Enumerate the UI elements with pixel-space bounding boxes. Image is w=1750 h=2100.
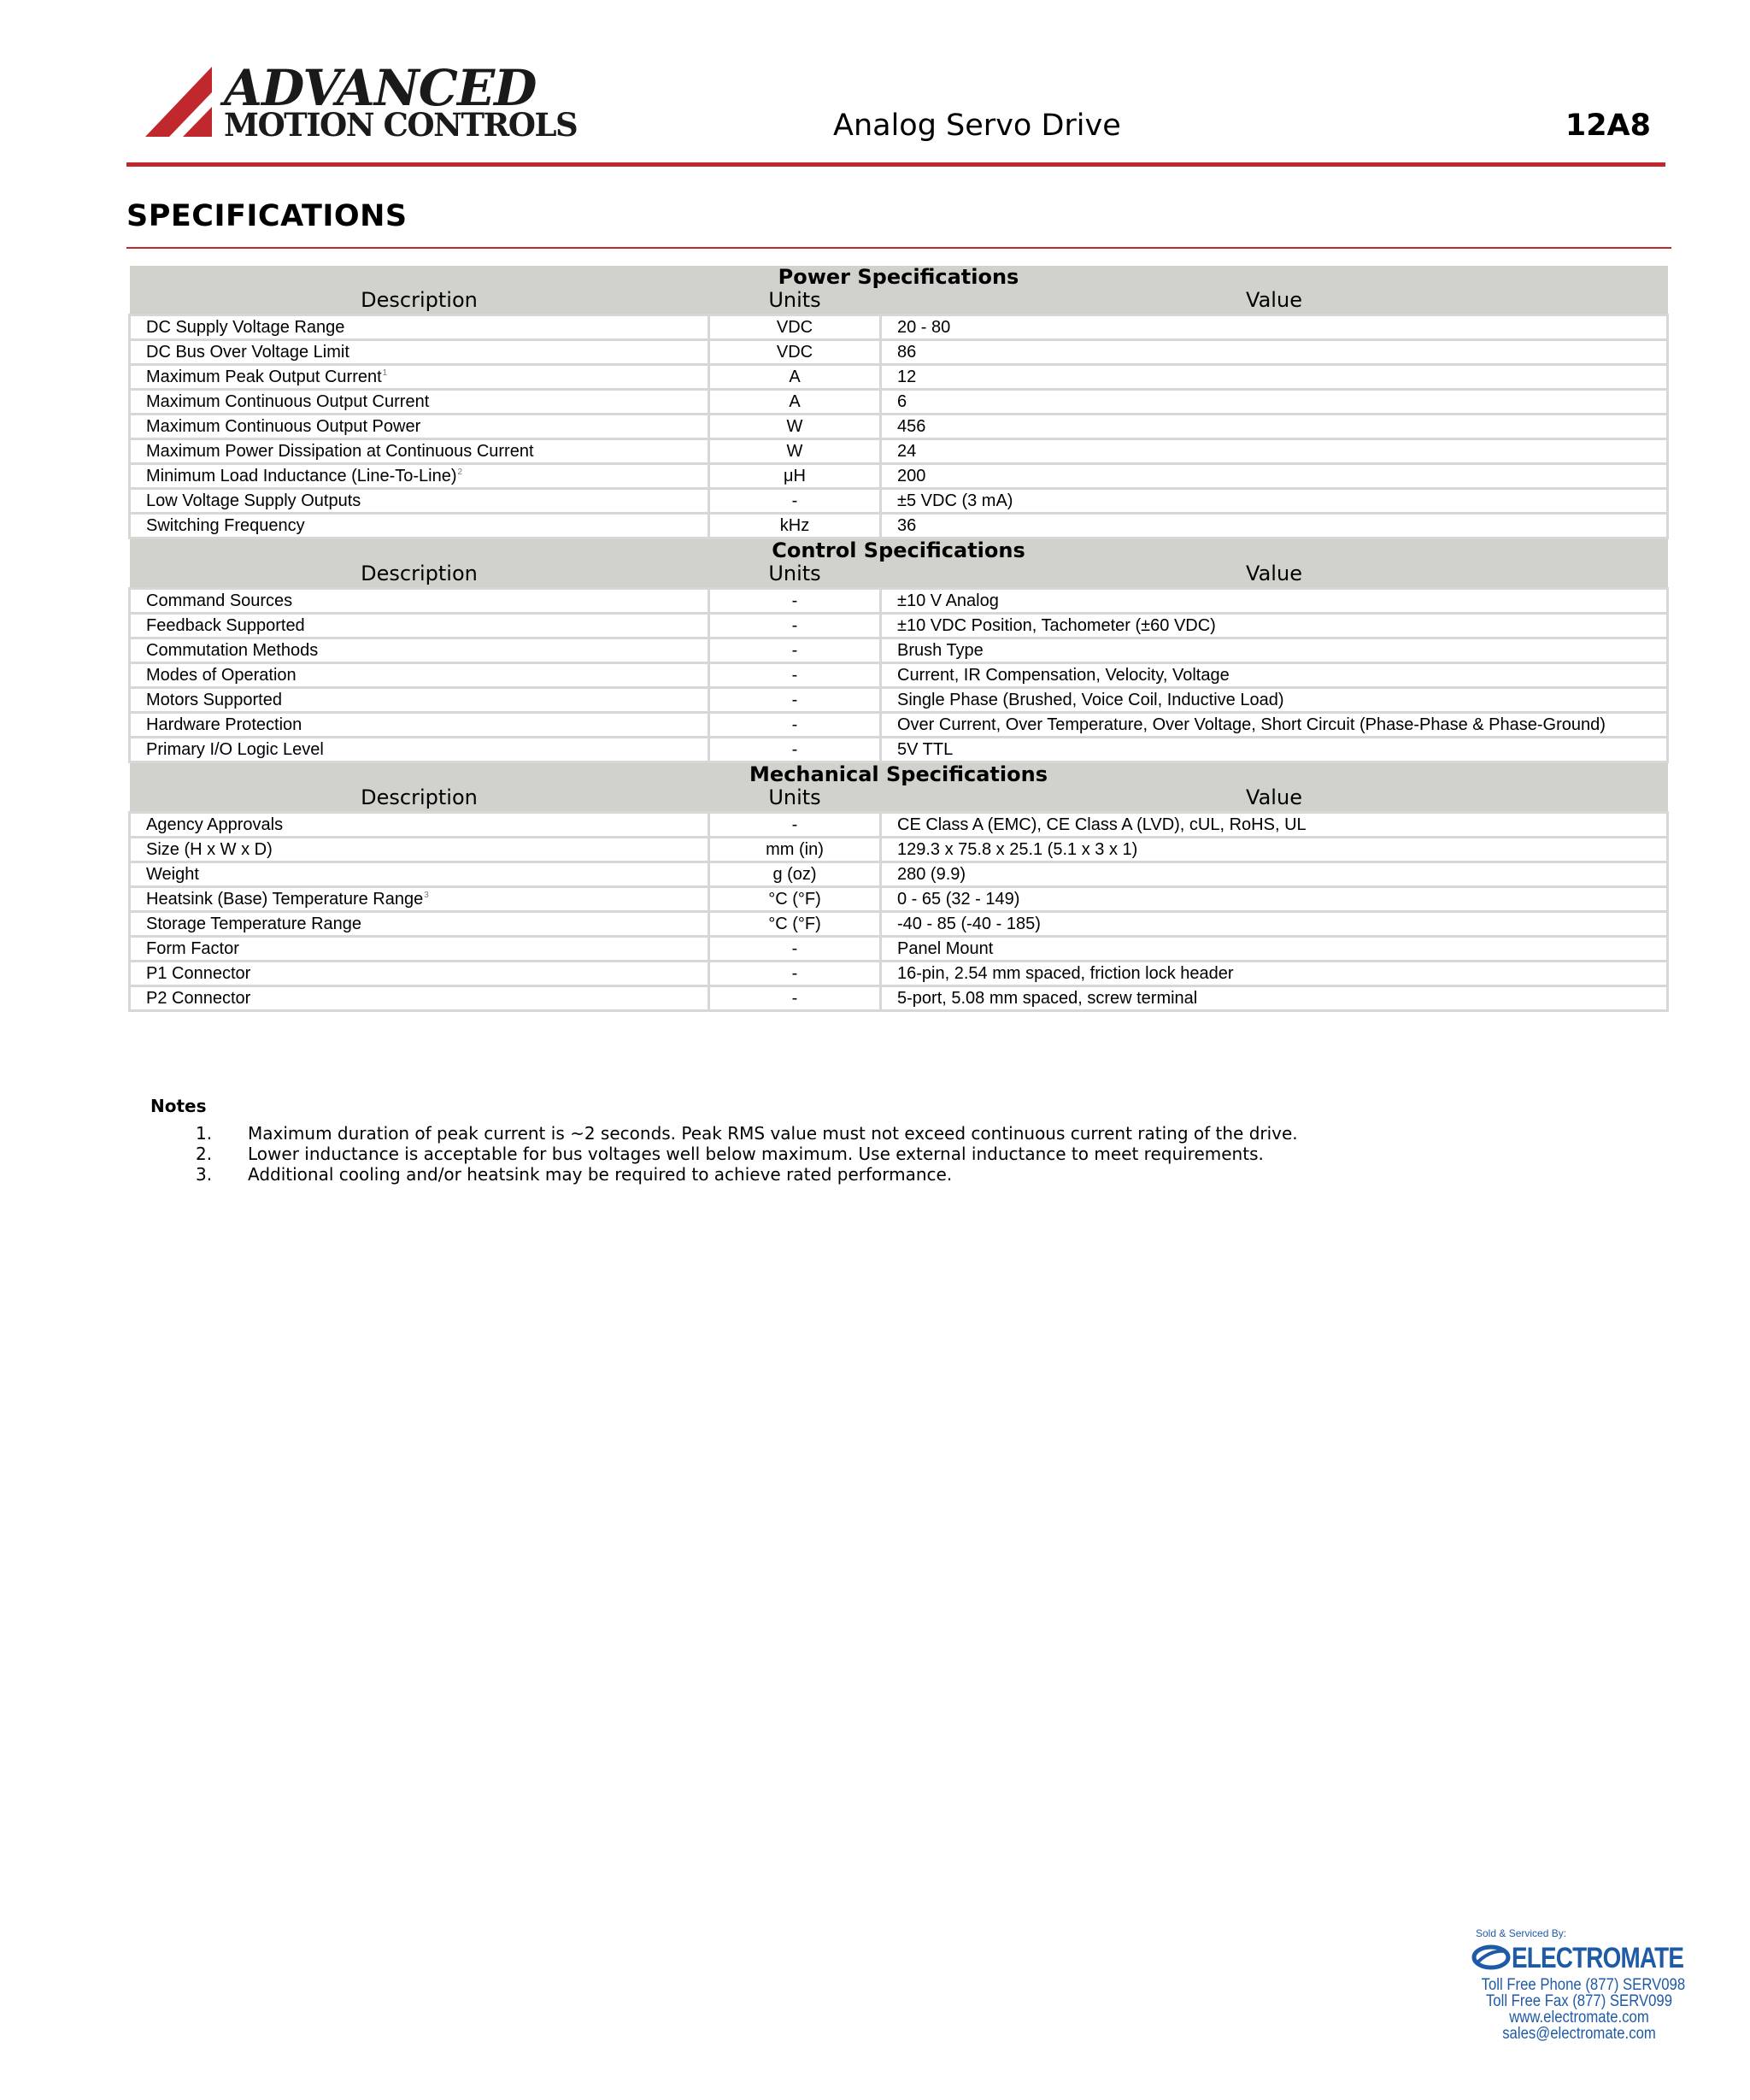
column-header-value: Value <box>881 562 1668 589</box>
spec-value: 6 <box>881 390 1668 415</box>
power-specifications-heading: Power Specifications <box>130 266 1668 289</box>
spec-units: - <box>709 638 881 663</box>
spec-description-text: Minimum Load Inductance (Line-To-Line) <box>146 467 457 485</box>
distributor-name: ELECTROMATE <box>1512 1942 1684 1974</box>
footnote-marker: 3 <box>424 891 429 900</box>
spec-description-text: Low Voltage Supply Outputs <box>146 491 361 510</box>
spec-value: Over Current, Over Temperature, Over Voltage, Short Circuit (Phase-Phase & Phase-Ground) <box>881 713 1668 738</box>
spec-description <box>130 738 709 762</box>
spec-description-text: Storage Temperature Range <box>146 915 362 933</box>
distributor-phone: Toll Free Phone (877) SERV098 <box>1481 1976 1686 1994</box>
spec-description <box>130 937 709 962</box>
note-number: 3. <box>196 1164 213 1185</box>
notes-title: Notes <box>150 1096 207 1116</box>
spec-description <box>130 514 709 538</box>
table-row <box>130 464 1668 489</box>
spec-description <box>130 663 709 688</box>
document-title: Analog Servo Drive <box>833 109 1121 143</box>
distributor-brand <box>1468 1939 1690 1977</box>
table-row <box>130 340 1668 365</box>
spec-description-text: Command Sources <box>146 591 293 610</box>
column-header-units: Units <box>709 786 881 813</box>
spec-value: 5-port, 5.08 mm spaced, screw terminal <box>881 986 1668 1011</box>
table-row <box>130 614 1668 638</box>
spec-description-text: Maximum Peak Output Current <box>146 368 382 386</box>
spec-description-text: Hardware Protection <box>146 715 302 734</box>
table-row <box>130 862 1668 887</box>
table-row <box>130 887 1668 912</box>
spec-description <box>130 439 709 464</box>
table-row <box>130 315 1668 340</box>
spec-description-text: Feedback Supported <box>146 616 305 635</box>
control-specifications-heading: Control Specifications <box>130 538 1668 563</box>
spec-value: 0 - 65 (32 - 149) <box>881 887 1668 912</box>
note-item <box>150 1164 953 1185</box>
spec-description-text: Commutation Methods <box>146 641 319 660</box>
spec-value: ±10 VDC Position, Tachometer (±60 VDC) <box>881 614 1668 638</box>
spec-description-text: Modes of Operation <box>146 666 297 685</box>
spec-units: - <box>709 614 881 638</box>
table-row <box>130 937 1668 962</box>
spec-units: - <box>709 688 881 713</box>
spec-units: A <box>709 365 881 390</box>
table-row <box>130 962 1668 986</box>
table-row <box>130 415 1668 439</box>
spec-description <box>130 589 709 614</box>
table-row <box>130 713 1668 738</box>
spec-description <box>130 315 709 340</box>
spec-units: - <box>709 937 881 962</box>
model-number: 12A8 <box>1565 109 1651 143</box>
spec-description <box>130 813 709 838</box>
table-row <box>130 365 1668 390</box>
note-text: Additional cooling and/or heatsink may be required to achieve rated performance. <box>248 1164 953 1185</box>
spec-value: 86 <box>881 340 1668 365</box>
power-specifications-group <box>130 266 1668 538</box>
spec-value: ±5 VDC (3 mA) <box>881 489 1668 514</box>
table-row <box>130 986 1668 1011</box>
spec-description-text: Motors Supported <box>146 691 282 709</box>
spec-description <box>130 489 709 514</box>
spec-value: 20 - 80 <box>881 315 1668 340</box>
spec-units: μH <box>709 464 881 489</box>
spec-units: g (oz) <box>709 862 881 887</box>
column-header-value: Value <box>881 786 1668 813</box>
spec-value: Single Phase (Brushed, Voice Coil, Inductive Load) <box>881 688 1668 713</box>
footnote-marker: 2 <box>457 468 463 477</box>
table-row <box>130 912 1668 937</box>
spec-units: mm (in) <box>709 838 881 862</box>
spec-description-text: Primary I/O Logic Level <box>146 740 324 759</box>
column-header-description: Description <box>130 289 709 315</box>
spec-units: °C (°F) <box>709 887 881 912</box>
spec-units: - <box>709 713 881 738</box>
spec-value: -40 - 85 (-40 - 185) <box>881 912 1668 937</box>
spec-value: 200 <box>881 464 1668 489</box>
spec-value: 129.3 x 75.8 x 25.1 (5.1 x 3 x 1) <box>881 838 1668 862</box>
spec-description <box>130 887 709 912</box>
spec-description-text: Agency Approvals <box>146 815 284 834</box>
electromate-swoosh-icon <box>1471 1943 1511 1972</box>
mechanical-specifications-group <box>130 762 1668 1011</box>
spec-units: - <box>709 589 881 614</box>
spec-value: Current, IR Compensation, Velocity, Voltage <box>881 663 1668 688</box>
spec-value: 16-pin, 2.54 mm spaced, friction lock header <box>881 962 1668 986</box>
note-number: 2. <box>196 1144 213 1164</box>
table-row <box>130 638 1668 663</box>
spec-description-text: Maximum Power Dissipation at Continuous Current <box>146 442 534 461</box>
table-row <box>130 514 1668 538</box>
spec-description-text: P1 Connector <box>146 964 251 983</box>
table-row <box>130 813 1668 838</box>
header-divider <box>126 162 1665 167</box>
note-text: Lower inductance is acceptable for bus voltages well below maximum. Use external inductance to meet requirements. <box>248 1144 1264 1164</box>
spec-units: W <box>709 415 881 439</box>
spec-value: ±10 V Analog <box>881 589 1668 614</box>
spec-description <box>130 365 709 390</box>
notes-section <box>150 1096 1298 1185</box>
footnote-marker: 1 <box>382 368 388 378</box>
spec-units: kHz <box>709 514 881 538</box>
note-text: Maximum duration of peak current is ~2 seconds. Peak RMS value must not exceed continuous current rating of the drive. <box>248 1123 1298 1144</box>
spec-description <box>130 986 709 1011</box>
spec-description-text: Maximum Continuous Output Power <box>146 417 421 436</box>
table-row <box>130 439 1668 464</box>
spec-description <box>130 713 709 738</box>
spec-description-text: DC Supply Voltage Range <box>146 318 345 337</box>
table-row <box>130 838 1668 862</box>
spec-value: 12 <box>881 365 1668 390</box>
note-item <box>150 1144 1264 1164</box>
spec-value: 36 <box>881 514 1668 538</box>
column-header-value: Value <box>881 289 1668 315</box>
mechanical-specifications-heading: Mechanical Specifications <box>130 762 1668 787</box>
spec-value: 280 (9.9) <box>881 862 1668 887</box>
spec-description-text: Form Factor <box>146 939 239 958</box>
spec-value: 24 <box>881 439 1668 464</box>
logo-triangle-icon <box>145 67 222 140</box>
company-logo <box>145 59 578 144</box>
spec-description <box>130 464 709 489</box>
specifications-table <box>128 266 1669 1012</box>
distributor-email[interactable]: sales@electromate.com <box>1502 2025 1656 2043</box>
table-row <box>130 688 1668 713</box>
spec-units: - <box>709 962 881 986</box>
spec-description <box>130 638 709 663</box>
spec-units: - <box>709 813 881 838</box>
spec-value: CE Class A (EMC), CE Class A (LVD), cUL, RoHS, UL <box>881 813 1668 838</box>
spec-description <box>130 688 709 713</box>
logo-text-advanced: ADVANCED <box>224 59 537 117</box>
section-title: SPECIFICATIONS <box>126 199 408 233</box>
column-header-units: Units <box>709 562 881 589</box>
spec-description <box>130 962 709 986</box>
spec-units: - <box>709 663 881 688</box>
spec-description <box>130 838 709 862</box>
table-row <box>130 589 1668 614</box>
spec-description-text: Switching Frequency <box>146 516 305 535</box>
note-item <box>150 1123 1298 1144</box>
spec-description-text: Maximum Continuous Output Current <box>146 392 430 411</box>
spec-units: A <box>709 390 881 415</box>
column-header-description: Description <box>130 562 709 589</box>
table-row <box>130 390 1668 415</box>
spec-description <box>130 340 709 365</box>
spec-description-text: P2 Connector <box>146 989 251 1008</box>
control-specifications-group <box>130 538 1668 762</box>
spec-description-text: Heatsink (Base) Temperature Range <box>146 890 424 909</box>
spec-description <box>130 862 709 887</box>
spec-description <box>130 390 709 415</box>
spec-value: 5V TTL <box>881 738 1668 762</box>
spec-description <box>130 415 709 439</box>
sold-by-label: Sold & Serviced By: <box>1476 1927 1567 1939</box>
spec-value: 456 <box>881 415 1668 439</box>
spec-description-text: Weight <box>146 865 199 884</box>
note-number: 1. <box>196 1123 213 1144</box>
table-row <box>130 738 1668 762</box>
spec-description <box>130 614 709 638</box>
table-row <box>130 663 1668 688</box>
spec-description-text: Size (H x W x D) <box>146 840 273 859</box>
spec-value: Brush Type <box>881 638 1668 663</box>
distributor-website[interactable]: www.electromate.com <box>1509 2009 1649 2026</box>
distributor-stamp <box>1468 1927 1690 2042</box>
spec-units: VDC <box>709 340 881 365</box>
spec-units: - <box>709 986 881 1011</box>
spec-units: VDC <box>709 315 881 340</box>
distributor-fax: Toll Free Fax (877) SERV099 <box>1485 1992 1673 2010</box>
column-header-units: Units <box>709 289 881 315</box>
section-divider <box>126 247 1671 249</box>
spec-units: - <box>709 489 881 514</box>
spec-units: °C (°F) <box>709 912 881 937</box>
spec-value: Panel Mount <box>881 937 1668 962</box>
spec-units: - <box>709 738 881 762</box>
spec-units: W <box>709 439 881 464</box>
table-row <box>130 489 1668 514</box>
logo-text-motion-controls: MOTION CONTROLS <box>224 106 578 144</box>
spec-description <box>130 912 709 937</box>
spec-description-text: DC Bus Over Voltage Limit <box>146 343 349 362</box>
column-header-description: Description <box>130 786 709 813</box>
